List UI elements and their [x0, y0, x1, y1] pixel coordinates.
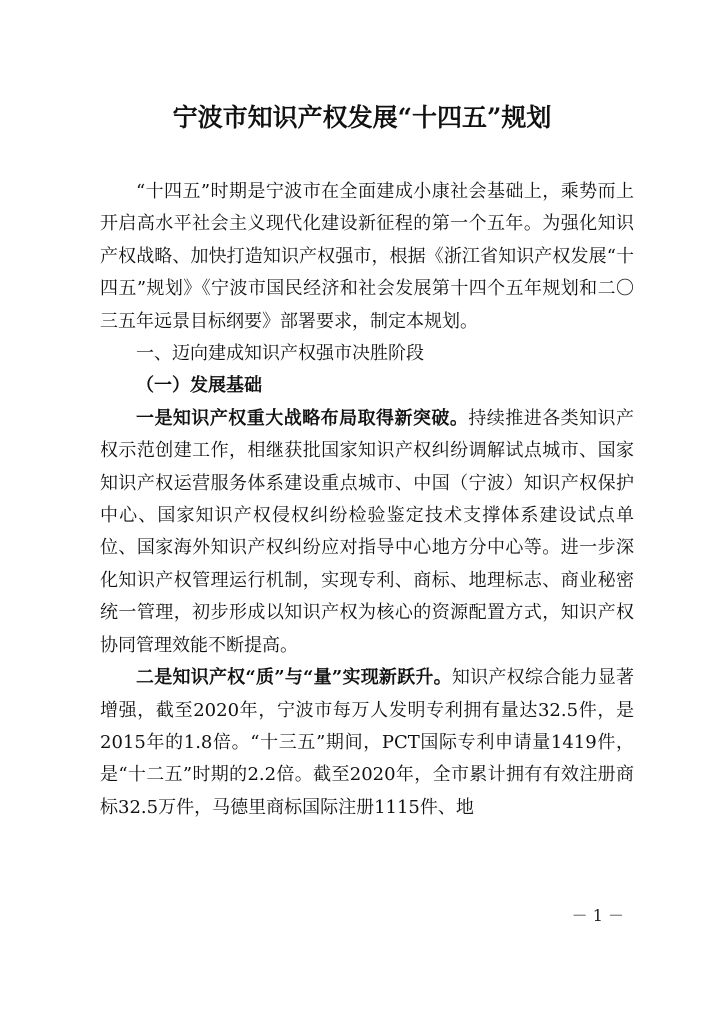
page-number: － 1 －	[571, 906, 624, 925]
section-heading: 一、迈向建成知识产权强市决胜阶段	[136, 343, 424, 365]
subsection-heading: （一）发展基础	[136, 375, 262, 397]
paragraph-1	[100, 403, 634, 662]
intro-paragraph: “十四五”时期是宁波市在全面建成小康社会基础上，乘势而上开启高水平社会主义现代化建设新征程的第一个五年。为强化知识产权战略、加快打造知识产权强市，根据《浙江省知识产权发展“十四五”规划》《宁波市国民经济和社会发展第十四个五年规划和二〇三五年远景目标纲要》部署要求，制定本规划。	[100, 181, 634, 332]
paragraph-1-body: 持续推进各类知识产权示范创建工作，相继获批国家知识产权纠纷调解试点城市、国家知识产权运营服务体系建设重点城市、中国（宁波）知识产权保护中心、国家知识产权侵权纠纷检验鉴定技术支撑体系建设试点单位、国家海外知识产权纠纷应对指导中心地方分中心等。进一步深化知识产权管理运行机制，实现专利、商标、地理标志、商业秘密统一管理，初步形成以知识产权为核心的资源配置方式，知识产权协同管理效能不断提高。	[100, 407, 635, 656]
document-body	[100, 176, 634, 824]
paragraph-2-lead: 二是知识产权“质”与“量”实现新跃升。	[136, 667, 452, 689]
document-title: 宁波市知识产权发展“十四五”规划	[172, 103, 552, 132]
paragraph-1-lead: 一是知识产权重大战略布局取得新突破。	[136, 407, 469, 429]
paragraph-2-body: 知识产权综合能力显著增强，截至2020年，宁波市每万人发明专利拥有量达32.5件，是2015年的1.8倍。“十三五”期间，PCT国际专利申请量1419件，是“十二五”时期的2.2倍。截至2020年，全市累计拥有有效注册商标32.5万件，马德里商标国际注册1115件、地	[100, 667, 635, 818]
paragraph-2	[100, 662, 634, 824]
